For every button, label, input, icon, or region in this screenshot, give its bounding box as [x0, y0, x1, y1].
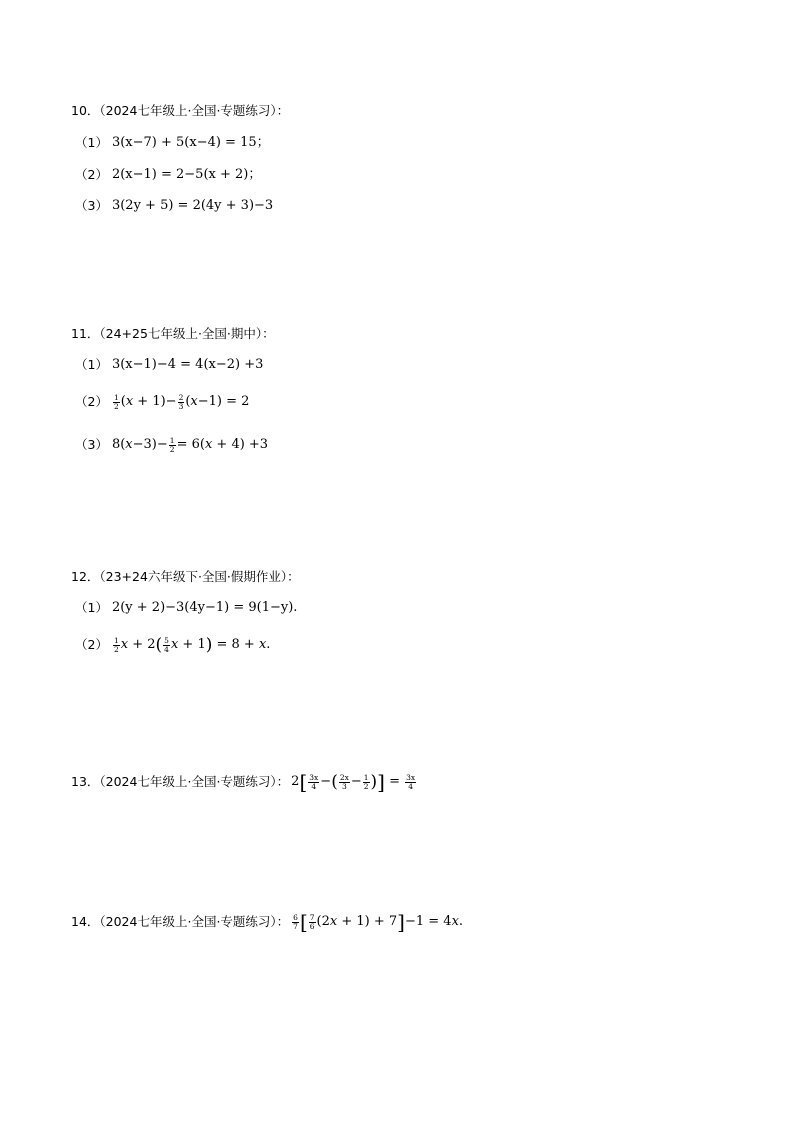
- equation: 3(x−1)−4 = 4(x−2) +3: [111, 357, 264, 372]
- part-label: （1）: [75, 135, 108, 150]
- problem-12-header: [71, 566, 300, 588]
- problem-14-header: [71, 911, 463, 933]
- part-label: （2）: [75, 394, 108, 409]
- problem-12-title: 12．（23+24六年级下·全国·假期作业）：: [71, 569, 300, 584]
- fraction-half: $\frac{1}{2}$: [113, 392, 119, 411]
- problem-11-title: 11．（24+25七年级上·全国·期中）：: [71, 326, 275, 341]
- fraction-six-sevenths: $\frac{6}{7}$: [293, 912, 298, 931]
- fraction-half: $\frac{1}{2}$: [169, 435, 175, 454]
- fraction-half: $\frac{1}{2}$: [113, 635, 119, 654]
- problem-11-part-2: [75, 391, 249, 413]
- problem-11-header: [71, 323, 275, 345]
- problem-13-header: [71, 771, 417, 793]
- problem-10-part-3: [75, 195, 273, 217]
- part-label: （3）: [75, 198, 108, 213]
- equation: $\frac{1}{2}$ ( x + 1)− $\frac{2}{3}$ ( x −1) = 2: [113, 392, 250, 411]
- problem-10-part-2: [75, 164, 261, 186]
- part-label: （1）: [75, 600, 108, 615]
- fraction-seven-sixths: $\frac{7}{6}$: [309, 912, 315, 931]
- fraction-five-quarters: $\frac{5}{4}$: [164, 635, 169, 654]
- fraction-2x-3: $\frac{2x}{3}$: [339, 772, 349, 791]
- problem-11-part-3: [75, 434, 268, 456]
- equation: 2(x−1) = 2−5(x + 2)；: [111, 167, 262, 182]
- equation: 8( x −3)− $\frac{1}{2}$ = 6( x + 4) +3: [111, 435, 269, 454]
- problem-13-title: 13．（2024七年级上·全国·专题练习）：: [71, 774, 290, 789]
- part-label: （2）: [75, 167, 108, 182]
- equation: $\frac{6}{7}$ [ $\frac{7}{6}$ (2 x + 1) + 7 ] −1 = 4 x .: [293, 910, 464, 934]
- equation: 2 [ $\frac{3x}{4}$ − ( $\frac{2x}{3}$ − $\frac{1}{2}$ ) ] = $\frac{3x}{4}$: [291, 770, 416, 794]
- equation: $\frac{1}{2}$ x + 2 ( $\frac{5}{4}$ x + 1 ) = 8 + x .: [113, 634, 271, 655]
- equation: 2(y + 2)−3(4y−1) = 9(1−y).: [111, 600, 298, 615]
- problem-11-part-1: [75, 354, 263, 376]
- problem-10-header: [71, 100, 289, 122]
- problem-10-title: 10．（2024七年级上·全国·专题练习）：: [71, 103, 290, 118]
- fraction-3x-4: $\frac{3x}{4}$: [406, 772, 416, 791]
- fraction-3x-4: $\frac{3x}{4}$: [309, 772, 319, 791]
- part-label: （3）: [75, 437, 108, 452]
- problem-12-part-1: [75, 597, 297, 619]
- part-label: （1）: [75, 357, 108, 372]
- fraction-two-thirds: $\frac{2}{3}$: [178, 392, 184, 411]
- equation: 3(2y + 5) = 2(4y + 3)−3: [111, 198, 274, 213]
- part-label: （2）: [75, 637, 108, 652]
- problem-12-part-2: [75, 634, 270, 656]
- fraction-half: $\frac{1}{2}$: [363, 772, 369, 791]
- problem-10-part-1: [75, 132, 270, 154]
- equation: 3(x−7) + 5(x−4) = 15；: [111, 135, 270, 150]
- problem-14-title: 14．（2024七年级上·全国·专题练习）：: [71, 914, 290, 929]
